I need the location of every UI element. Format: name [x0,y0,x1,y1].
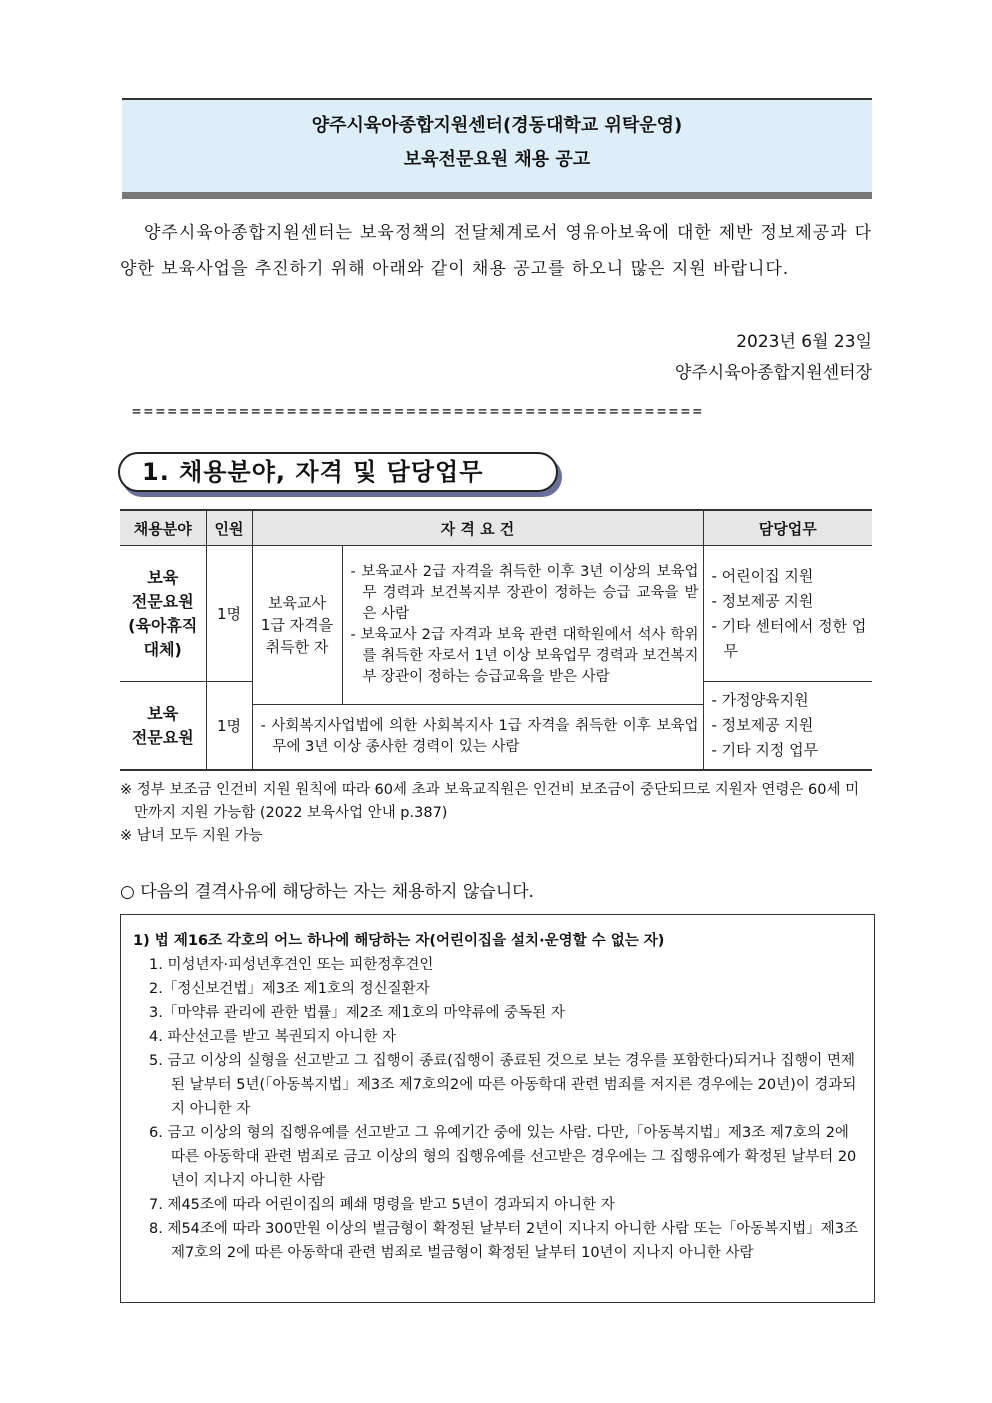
note-item: ※ 정부 보조금 인건비 지원 원칙에 따라 60세 초과 보육교직원은 인건비 보조금이 중단되므로 지원자 연령은 60세 미만까지 지원 가능함 (2022 보육사업 안내 p.387) [120,782,860,821]
duty-item: - 어린이집 지원 [711,566,814,585]
row1-field: 보육 전문요원 (육아휴직 대체) [120,546,206,682]
duty-item: - 정보제공 지원 [711,591,814,610]
duty-item: - 가정양육지원 [711,691,809,709]
list-item: 5. 금고 이상의 실형을 선고받고 그 집행이 종료(집행이 종료된 것으로 보는 경우를 포함한다)되거나 집행이 면제된 날부터 5년(「아동복지법」제3조 제7호의2에 따른 아동학대 관련 범죄를 저지른 경우에는 20년)이 경과되지 아니한 자 [149,1053,857,1117]
notes [120,779,872,848]
row1-duties [703,546,872,682]
header-duties: 담당업무 [703,510,872,546]
list-item: 6. 금고 이상의 형의 집행유예를 선고받고 그 유예기간 중에 있는 사람. 다만,「아동복지법」제3조 제7호의 2에 따른 아동학대 관련 범죄로 금고 이상의 형의 집행유예를 선고받은 경우에는 그 집행유예가 확정된 날부터 20년이 지나지 아니한 사람 [149,1125,857,1189]
announcement-signer: 양주시육아종합지원센터장 [674,363,872,383]
title-line-1: 양주시육아종합지원센터(경동대학교 위탁운영) [311,115,683,136]
divider-line: ================================================ [132,402,705,420]
list-item: 7. 제45조에 따라 어린이집의 폐쇄 명령을 받고 5년이 경과되지 아니한 자 [149,1197,615,1213]
row1-count: 1명 [206,546,252,682]
recruitment-table [120,509,872,771]
duty-item: - 기타 센터에서 정한 업무 [711,616,867,660]
list-item: 4. 파산선고를 받고 복권되지 아니한 자 [149,1029,396,1045]
row1-requirements [342,546,703,705]
list-item: 1. 미성년자·피성년후견인 또는 피한정후견인 [149,957,434,973]
announcement-date: 2023년 6월 23일 [736,332,872,352]
header-qualification: 자 격 요 건 [252,510,703,546]
table-row [120,546,872,682]
duty-item: - 기타 지정 업무 [711,741,819,759]
row1-qualification: 보육교사 1급 자격을 취득한 자 [252,546,342,705]
intro-text: 양주시육아종합지원센터는 보육정책의 전달체계로서 영유아보육에 대한 제반 정보제공과 다양한 보육사업을 추진하기 위해 아래와 같이 채용 공고를 하오니 많은 지원 바랍니다. [120,223,872,279]
intro-paragraph [120,215,872,287]
row2-requirements [252,704,703,770]
disqualification-heading: 1) 법 제16조 각호의 어느 하나에 해당하는 자(어린이집을 설치·운영할 수 없는 자) [133,933,665,949]
disqualification-box [120,914,875,1303]
list-item: 3.「마약류 관리에 관한 법률」제2조 제1호의 마약류에 중독된 자 [149,1005,565,1021]
row2-duties [703,682,872,771]
title-line-2: 보육전문요원 채용 공고 [403,149,591,170]
section-title: 1. 채용분야, 자격 및 담당업무 [142,458,484,486]
title-banner [122,98,872,199]
requirement-item: - 사회복지사업법에 의한 사회복지사 1급 자격을 취득한 이후 보육업무에 3년 이상 종사한 경력이 있는 사람 [260,717,699,755]
row2-field: 보육 전문요원 [120,682,206,771]
header-count: 인원 [206,510,252,546]
note-item: ※ 남녀 모두 지원 가능 [120,828,263,844]
row2-count: 1명 [206,682,252,771]
requirement-item: - 보육교사 2급 자격을 취득한 이후 3년 이상의 보육업무 경력과 보건복지부 장관이 정하는 승급 교육을 받은 사람 [350,563,699,622]
list-item: 8. 제54조에 따라 300만원 이상의 벌금형이 확정된 날부터 2년이 지나지 아니한 사람 또는「아동복지법」제3조 제7호의 2에 따른 아동학대 관련 범죄로 벌금형이 확정된 날부터 10년이 지나지 아니한 사람 [149,1221,858,1261]
header-field: 채용분야 [120,510,206,546]
table-header-row [120,510,872,546]
section-title-box [118,452,558,492]
list-item: 2.「정신보건법」제3조 제1호의 정신질환자 [149,981,430,997]
disqualification-intro: ○ 다음의 결격사유에 해당하는 자는 채용하지 않습니다. [120,882,534,902]
duty-item: - 정보제공 지원 [711,716,814,734]
requirement-item: - 보육교사 2급 자격과 보육 관련 대학원에서 석사 학위를 취득한 자로서 1년 이상 보육업무 경력과 보건복지부 장관이 정하는 승급교육을 받은 사람 [350,626,699,685]
